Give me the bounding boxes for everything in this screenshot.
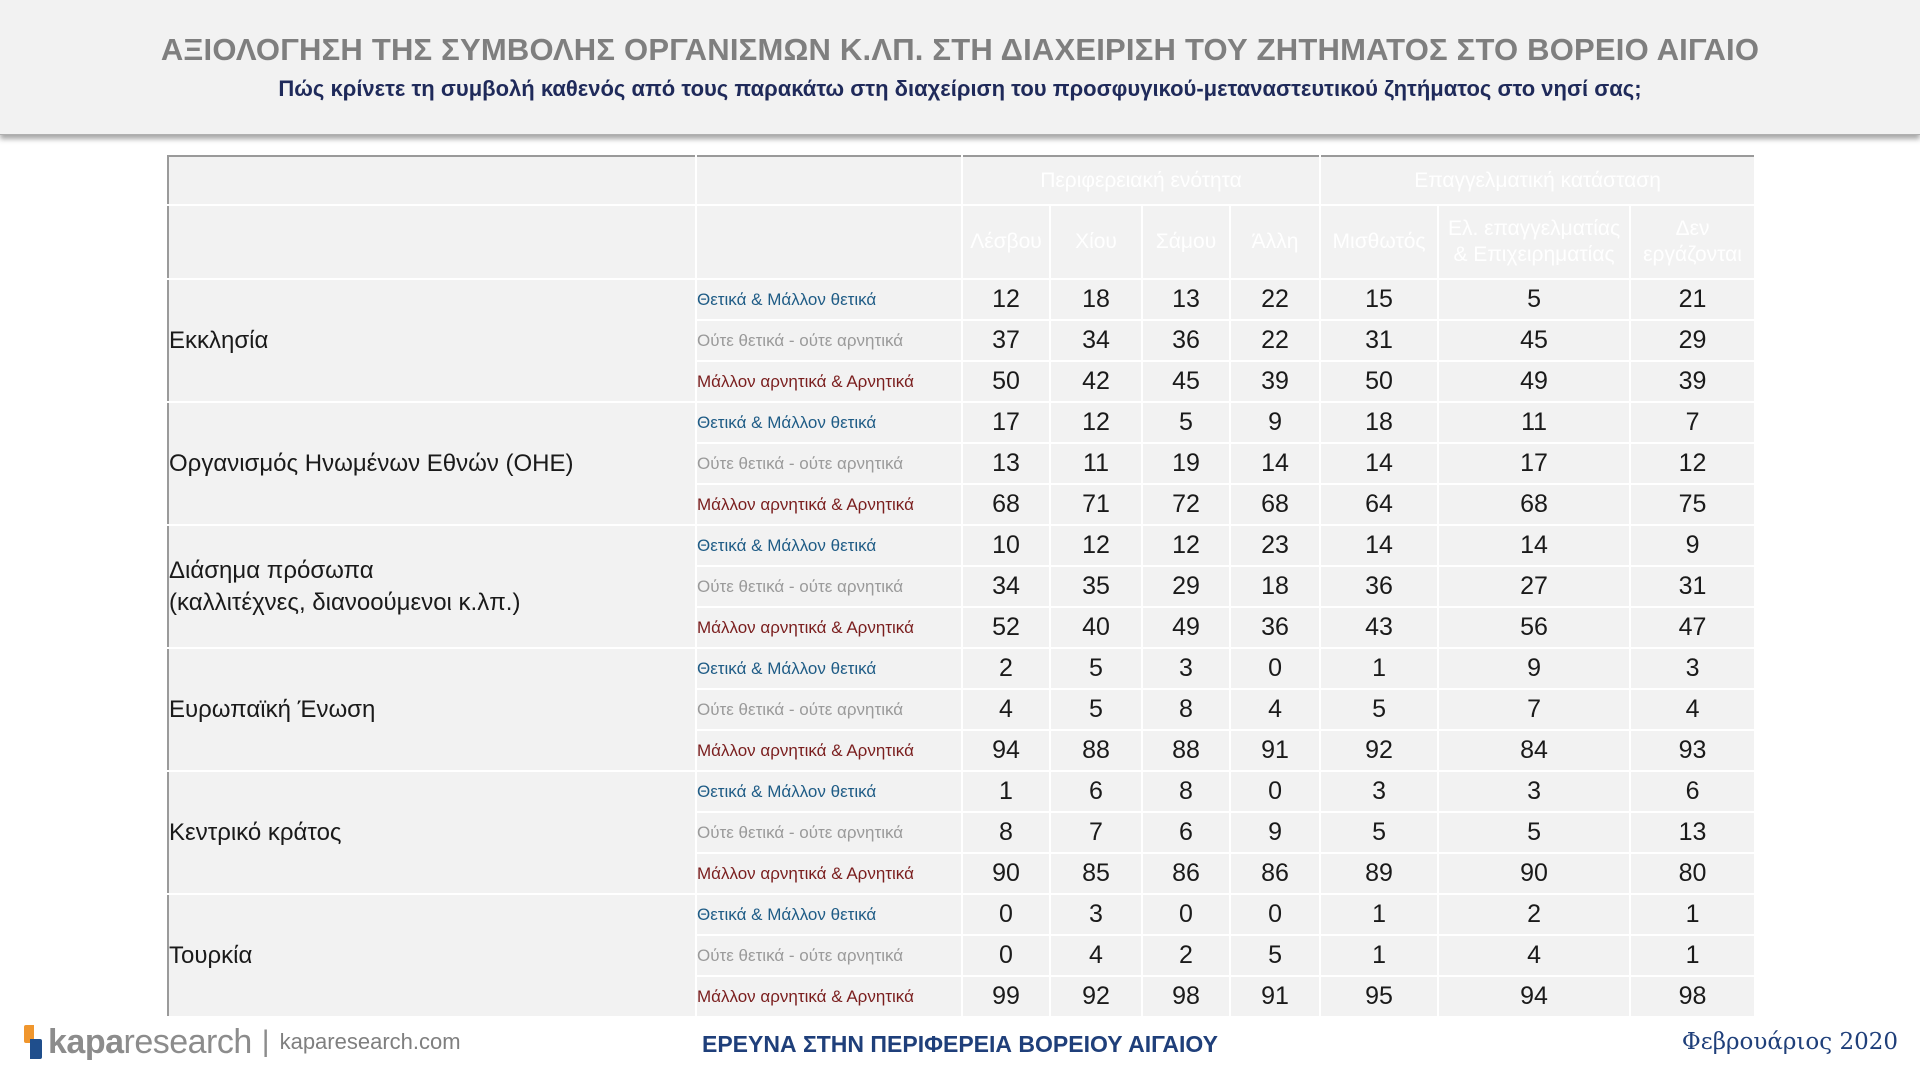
value-cell-other: 22 — [1230, 279, 1320, 320]
column-header-samos: Σάμου — [1142, 205, 1230, 279]
value-cell-other: 0 — [1230, 648, 1320, 689]
entity-label-line2: (καλλιτέχνες, διανοούμενοι κ.λπ.) — [169, 588, 521, 616]
value-cell-salaried: 64 — [1320, 484, 1438, 525]
value-cell-lesvos: 0 — [962, 935, 1050, 976]
header-row-groups — [168, 156, 1755, 205]
table-row — [168, 648, 1755, 689]
table-row — [168, 894, 1755, 935]
value-cell-chios: 18 — [1050, 279, 1142, 320]
value-cell-self-employed: 56 — [1438, 607, 1630, 648]
brand-url: kaparesearch.com — [279, 1029, 461, 1054]
value-cell-chios: 85 — [1050, 853, 1142, 894]
entity-label: Ευρωπαϊκή Ένωση — [168, 648, 696, 771]
value-cell-self-employed: 7 — [1438, 689, 1630, 730]
value-cell-chios: 7 — [1050, 812, 1142, 853]
value-cell-chios: 71 — [1050, 484, 1142, 525]
value-cell-chios: 11 — [1050, 443, 1142, 484]
category-label: Ούτε θετικά - ούτε αρνητικά — [696, 812, 962, 853]
value-cell-lesvos: 50 — [962, 361, 1050, 402]
page-subtitle: Πώς κρίνετε τη συμβολή καθενός από τους παρακάτω στη διαχείριση του προσφυγικού-μεταναστευτικού ζητήματος στο νησί σας; — [278, 76, 1642, 101]
value-cell-salaried: 50 — [1320, 361, 1438, 402]
value-cell-salaried: 36 — [1320, 566, 1438, 607]
value-cell-salaried: 95 — [1320, 976, 1438, 1017]
table-row — [168, 402, 1755, 443]
value-cell-salaried: 3 — [1320, 771, 1438, 812]
value-cell-lesvos: 52 — [962, 607, 1050, 648]
value-cell-salaried: 92 — [1320, 730, 1438, 771]
table-row — [168, 279, 1755, 320]
value-cell-samos: 0 — [1142, 894, 1230, 935]
column-header-chios: Χίου — [1050, 205, 1142, 279]
value-cell-chios: 35 — [1050, 566, 1142, 607]
value-cell-not-working: 4 — [1630, 689, 1755, 730]
value-cell-samos: 88 — [1142, 730, 1230, 771]
value-cell-lesvos: 4 — [962, 689, 1050, 730]
value-cell-not-working: 98 — [1630, 976, 1755, 1017]
category-label: Μάλλον αρνητικά & Αρνητικά — [696, 484, 962, 525]
entity-label-line1: Διάσημα πρόσωπα — [169, 556, 374, 584]
value-cell-other: 9 — [1230, 812, 1320, 853]
value-cell-other: 4 — [1230, 689, 1320, 730]
table-body — [168, 279, 1755, 1017]
value-cell-self-employed: 14 — [1438, 525, 1630, 566]
value-cell-lesvos: 13 — [962, 443, 1050, 484]
value-cell-self-employed: 9 — [1438, 648, 1630, 689]
value-cell-chios: 92 — [1050, 976, 1142, 1017]
value-cell-salaried: 1 — [1320, 894, 1438, 935]
value-cell-salaried: 1 — [1320, 648, 1438, 689]
value-cell-lesvos: 94 — [962, 730, 1050, 771]
value-cell-self-employed: 11 — [1438, 402, 1630, 443]
header-empty-category — [696, 156, 962, 205]
category-label: Ούτε θετικά - ούτε αρνητικά — [696, 935, 962, 976]
value-cell-not-working: 12 — [1630, 443, 1755, 484]
value-cell-salaried: 89 — [1320, 853, 1438, 894]
value-cell-chios: 6 — [1050, 771, 1142, 812]
value-cell-self-employed: 90 — [1438, 853, 1630, 894]
column-header-not-working-line2: εργάζονται — [1643, 243, 1742, 266]
category-label: Θετικά & Μάλλον θετικά — [696, 771, 962, 812]
value-cell-self-employed: 68 — [1438, 484, 1630, 525]
value-cell-lesvos: 1 — [962, 771, 1050, 812]
header-empty-entity-2 — [168, 205, 696, 279]
value-cell-not-working: 1 — [1630, 894, 1755, 935]
category-label: Θετικά & Μάλλον θετικά — [696, 279, 962, 320]
value-cell-samos: 36 — [1142, 320, 1230, 361]
value-cell-salaried: 31 — [1320, 320, 1438, 361]
header-empty-entity — [168, 156, 696, 205]
category-label: Ούτε θετικά - ούτε αρνητικά — [696, 443, 962, 484]
value-cell-self-employed: 2 — [1438, 894, 1630, 935]
page-title: ΑΞΙΟΛΟΓΗΣΗ ΤΗΣ ΣΥΜΒΟΛΗΣ ΟΡΓΑΝΙΣΜΩΝ Κ.ΛΠ. ΣΤΗ ΔΙΑΧΕΙΡΙΣΗ ΤΟΥ ΖΗΤΗΜΑΤΟΣ ΣΤΟ ΒΟΡΕΙΟ ΑΙΓΑΙΟ — [160, 32, 1760, 67]
value-cell-samos: 8 — [1142, 689, 1230, 730]
value-cell-other: 23 — [1230, 525, 1320, 566]
value-cell-lesvos: 37 — [962, 320, 1050, 361]
value-cell-other: 0 — [1230, 771, 1320, 812]
value-cell-not-working: 75 — [1630, 484, 1755, 525]
value-cell-lesvos: 68 — [962, 484, 1050, 525]
value-cell-other: 68 — [1230, 484, 1320, 525]
value-cell-lesvos: 8 — [962, 812, 1050, 853]
value-cell-not-working: 6 — [1630, 771, 1755, 812]
value-cell-other: 0 — [1230, 894, 1320, 935]
value-cell-chios: 12 — [1050, 402, 1142, 443]
value-cell-samos: 45 — [1142, 361, 1230, 402]
entity-label: Τουρκία — [168, 894, 696, 1017]
category-label: Ούτε θετικά - ούτε αρνητικά — [696, 566, 962, 607]
value-cell-samos: 19 — [1142, 443, 1230, 484]
group-header-region: Περιφερειακή ενότητα — [962, 156, 1320, 205]
value-cell-chios: 42 — [1050, 361, 1142, 402]
header-row-columns — [168, 205, 1755, 279]
value-cell-self-employed: 5 — [1438, 279, 1630, 320]
value-cell-salaried: 43 — [1320, 607, 1438, 648]
category-label: Μάλλον αρνητικά & Αρνητικά — [696, 607, 962, 648]
group-header-employment: Επαγγελματική κατάσταση — [1320, 156, 1755, 205]
category-label: Ούτε θετικά - ούτε αρνητικά — [696, 689, 962, 730]
value-cell-self-employed: 49 — [1438, 361, 1630, 402]
value-cell-chios: 12 — [1050, 525, 1142, 566]
results-table — [167, 155, 1756, 1018]
category-label: Μάλλον αρνητικά & Αρνητικά — [696, 361, 962, 402]
footer-date: Φεβρουάριος 2020 — [1681, 1029, 1898, 1055]
brand-name-kapa: kapa — [48, 1022, 124, 1061]
value-cell-self-employed: 4 — [1438, 935, 1630, 976]
value-cell-not-working: 3 — [1630, 648, 1755, 689]
value-cell-samos: 5 — [1142, 402, 1230, 443]
value-cell-not-working: 9 — [1630, 525, 1755, 566]
value-cell-salaried: 14 — [1320, 525, 1438, 566]
brand-divider: | — [261, 1025, 270, 1058]
footer-survey-title: ΕΡΕΥΝΑ ΣΤΗΝ ΠΕΡΙΦΕΡΕΙΑ ΒΟΡΕΙΟΥ ΑΙΓΑΙΟΥ — [701, 1031, 1219, 1057]
value-cell-self-employed: 17 — [1438, 443, 1630, 484]
value-cell-samos: 29 — [1142, 566, 1230, 607]
category-label: Ούτε θετικά - ούτε αρνητικά — [696, 320, 962, 361]
column-header-self-employed-line2: & Επιχειρηματίας — [1453, 243, 1615, 266]
entity-label: Οργανισμός Ηνωμένων Εθνών (ΟΗΕ) — [168, 402, 696, 525]
value-cell-samos: 3 — [1142, 648, 1230, 689]
value-cell-salaried: 18 — [1320, 402, 1438, 443]
value-cell-lesvos: 99 — [962, 976, 1050, 1017]
value-cell-other: 39 — [1230, 361, 1320, 402]
value-cell-salaried: 14 — [1320, 443, 1438, 484]
entity-label — [168, 525, 696, 648]
value-cell-lesvos: 0 — [962, 894, 1050, 935]
value-cell-salaried: 5 — [1320, 689, 1438, 730]
value-cell-self-employed: 3 — [1438, 771, 1630, 812]
value-cell-self-employed: 94 — [1438, 976, 1630, 1017]
value-cell-other: 9 — [1230, 402, 1320, 443]
value-cell-other: 36 — [1230, 607, 1320, 648]
category-label: Μάλλον αρνητικά & Αρνητικά — [696, 853, 962, 894]
value-cell-not-working: 31 — [1630, 566, 1755, 607]
value-cell-other: 91 — [1230, 730, 1320, 771]
column-header-not-working — [1630, 205, 1755, 279]
table-row — [168, 771, 1755, 812]
header-empty-category-2 — [696, 205, 962, 279]
value-cell-not-working: 1 — [1630, 935, 1755, 976]
value-cell-not-working: 80 — [1630, 853, 1755, 894]
value-cell-not-working: 93 — [1630, 730, 1755, 771]
value-cell-chios: 4 — [1050, 935, 1142, 976]
value-cell-lesvos: 34 — [962, 566, 1050, 607]
value-cell-samos: 49 — [1142, 607, 1230, 648]
value-cell-not-working: 39 — [1630, 361, 1755, 402]
value-cell-not-working: 47 — [1630, 607, 1755, 648]
value-cell-chios: 3 — [1050, 894, 1142, 935]
value-cell-not-working: 21 — [1630, 279, 1755, 320]
entity-label: Κεντρικό κράτος — [168, 771, 696, 894]
value-cell-self-employed: 27 — [1438, 566, 1630, 607]
value-cell-self-employed: 84 — [1438, 730, 1630, 771]
value-cell-chios: 34 — [1050, 320, 1142, 361]
value-cell-self-employed: 5 — [1438, 812, 1630, 853]
value-cell-samos: 2 — [1142, 935, 1230, 976]
value-cell-samos: 98 — [1142, 976, 1230, 1017]
value-cell-other: 91 — [1230, 976, 1320, 1017]
value-cell-not-working: 7 — [1630, 402, 1755, 443]
value-cell-other: 86 — [1230, 853, 1320, 894]
value-cell-samos: 12 — [1142, 525, 1230, 566]
brand-name-research: research — [123, 1022, 252, 1061]
column-header-lesvos: Λέσβου — [962, 205, 1050, 279]
value-cell-chios: 40 — [1050, 607, 1142, 648]
value-cell-chios: 88 — [1050, 730, 1142, 771]
value-cell-chios: 5 — [1050, 689, 1142, 730]
value-cell-other: 14 — [1230, 443, 1320, 484]
value-cell-lesvos: 17 — [962, 402, 1050, 443]
value-cell-self-employed: 45 — [1438, 320, 1630, 361]
category-label: Μάλλον αρνητικά & Αρνητικά — [696, 730, 962, 771]
value-cell-samos: 13 — [1142, 279, 1230, 320]
column-header-self-employed — [1438, 205, 1630, 279]
category-label: Μάλλον αρνητικά & Αρνητικά — [696, 976, 962, 1017]
value-cell-salaried: 1 — [1320, 935, 1438, 976]
value-cell-samos: 86 — [1142, 853, 1230, 894]
value-cell-samos: 6 — [1142, 812, 1230, 853]
column-header-salaried: Μισθωτός — [1320, 205, 1438, 279]
value-cell-lesvos: 2 — [962, 648, 1050, 689]
column-header-not-working-line1: Δεν — [1675, 217, 1710, 240]
value-cell-salaried: 15 — [1320, 279, 1438, 320]
value-cell-not-working: 13 — [1630, 812, 1755, 853]
category-label: Θετικά & Μάλλον θετικά — [696, 894, 962, 935]
value-cell-other: 22 — [1230, 320, 1320, 361]
column-header-self-employed-line1: Ελ. επαγγελματίας — [1447, 217, 1621, 240]
value-cell-samos: 72 — [1142, 484, 1230, 525]
table-row — [168, 525, 1755, 566]
value-cell-lesvos: 12 — [962, 279, 1050, 320]
column-header-other: Άλλη — [1230, 205, 1320, 279]
value-cell-salaried: 5 — [1320, 812, 1438, 853]
value-cell-lesvos: 90 — [962, 853, 1050, 894]
value-cell-not-working: 29 — [1630, 320, 1755, 361]
value-cell-chios: 5 — [1050, 648, 1142, 689]
header-band — [0, 0, 1920, 135]
entity-label: Εκκλησία — [168, 279, 696, 402]
category-label: Θετικά & Μάλλον θετικά — [696, 402, 962, 443]
value-cell-samos: 8 — [1142, 771, 1230, 812]
value-cell-lesvos: 10 — [962, 525, 1050, 566]
value-cell-other: 5 — [1230, 935, 1320, 976]
value-cell-other: 18 — [1230, 566, 1320, 607]
category-label: Θετικά & Μάλλον θετικά — [696, 648, 962, 689]
category-label: Θετικά & Μάλλον θετικά — [696, 525, 962, 566]
